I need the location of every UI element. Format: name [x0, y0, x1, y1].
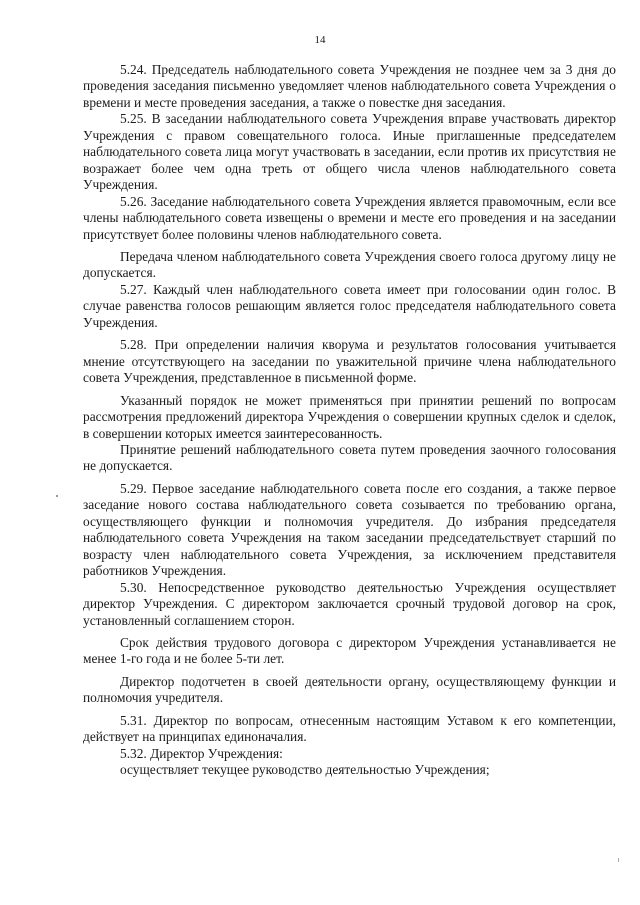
paragraph-5-24: 5.24. Председатель наблюдательного совета Учреждения не позднее чем за 3 дня до проведения заседания письменно уведомляет членов наблюдательного совета Учреждения о времени и месте проведения заседания, а также о повестке дня заседания. — [83, 62, 616, 110]
paragraph-5-32: 5.32. Директор Учреждения: — [120, 745, 283, 761]
paragraph-contract-term: Срок действия трудового договора с директором Учреждения устанавливается не менее 1-го года и не более 5-ти лет. — [83, 634, 616, 667]
scan-artifact — [56, 495, 58, 497]
paragraph-5-30: 5.30. Непосредственное руководство деятельностью Учреждения осуществляет директор Учреждения. С директором заключается срочный трудовой договор на срок, установленный соглашением сторон. — [83, 579, 616, 628]
paragraph-5-27: 5.27. Каждый член наблюдательного совета имеет при голосовании один голос. В случае равенства голосов решающим является голос председателя наблюдательного совета Учреждения. — [83, 281, 616, 330]
scan-artifact — [618, 858, 619, 862]
paragraph-5-31: 5.31. Директор по вопросам, отнесенным настоящим Уставом к его компетенции, действует на принципах единоначалия. — [83, 712, 616, 745]
paragraph-director-duty-1: осуществляет текущее руководство деятельностью Учреждения; — [120, 762, 490, 778]
document-body — [83, 62, 616, 779]
paragraph-5-25: 5.25. В заседании наблюдательного совета Учреждения вправе участвовать директор Учреждения с правом совещательного голоса. Иные приглашенные председателем наблюдательного совета лица могут участвовать в заседании, если против их присутствия не возражает более чем одна треть от общего числа членов наблюдательного совета Учреждения. — [83, 111, 616, 193]
paragraph-director-accountability: Директор подотчетен в своей деятельности органу, осуществляющему функции и полномочия учредителя. — [83, 673, 616, 706]
paragraph-5-26: 5.26. Заседание наблюдательного совета Учреждения является правомочным, если все члены наблюдательного совета извещены о времени и месте его проведения и на заседании присутствует более половины членов наблюдательного совета. — [83, 193, 616, 242]
paragraph-procedure-limit: Указанный порядок не может применяться при принятии решений по вопросам рассмотрения предложений директора Учреждения о совершении крупных сделок и сделок, в совершении которых имеется заинтересованность. — [83, 392, 616, 441]
paragraph-5-28: 5.28. При определении наличия кворума и результатов голосования учитывается мнение отсутствующего на заседании по уважительной причине члена наблюдательного совета Учреждения, представленное в письменной форме. — [83, 337, 616, 386]
page-number: 14 — [314, 34, 326, 46]
paragraph-5-29: 5.29. Первое заседание наблюдательного совета после его создания, а также первое заседание нового состава наблюдательного совета созывается по требованию органа, осуществляющего функции и полномочия учредителя. До избрания председателя наблюдательного совета Учреждения на таком заседании председательствует старший по возрасту член наблюдательного совета Учреждения, за исключением представителя работников Учреждения. — [83, 480, 616, 579]
paragraph-absentee-voting: Принятие решений наблюдательного совета путем проведения заочного голосования не допускается. — [83, 441, 616, 474]
paragraph-vote-transfer: Передача членом наблюдательного совета Учреждения своего голоса другому лицу не допускается. — [83, 248, 616, 281]
